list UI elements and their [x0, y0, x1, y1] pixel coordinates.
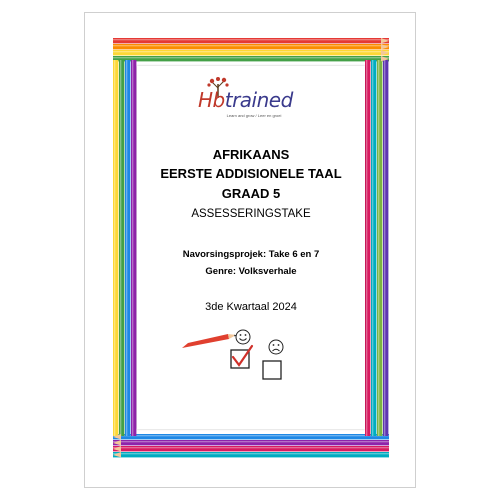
brand-prefix: Hb [198, 88, 225, 112]
pencil-icon [119, 60, 124, 436]
pencil-icon [113, 434, 389, 439]
brand-tagline: Learn and grow / Leer en groei [226, 113, 282, 118]
pencil-icon [371, 60, 376, 436]
pencil-icon [131, 60, 136, 436]
pencil-icon [125, 60, 130, 436]
pencil-icon [113, 44, 389, 49]
pencil-icon [113, 440, 389, 445]
term-line: 3de Kwartaal 2024 [205, 301, 297, 313]
assessment-illustration [180, 326, 310, 386]
level-title: EERSTE ADDISIONELE TAAL [160, 166, 342, 181]
brand-logo [198, 88, 293, 112]
pencil-icon [113, 60, 118, 436]
pencil-icon [113, 452, 389, 457]
pencil-icon [113, 50, 389, 55]
grade-title: GRAAD 5 [221, 186, 281, 201]
pencil-icon [113, 56, 389, 61]
project-line: Navorsingsprojek: Take 6 en 7 [182, 249, 320, 260]
subject-title: AFRIKAANS [212, 147, 290, 162]
pencil-icon [113, 446, 389, 451]
empty-box-icon [263, 361, 281, 379]
pencil-icon [113, 38, 389, 43]
assessment-type: ASSESSERINGSTAKE [191, 208, 311, 220]
genre-line: Genre: Volksverhale [205, 266, 297, 277]
pencil-icon [377, 60, 382, 436]
red-pencil-icon [182, 334, 237, 348]
sad-face-icon [269, 340, 283, 354]
checked-box-icon [231, 346, 252, 368]
pencil-icon [365, 60, 370, 436]
pencil-icon [383, 60, 388, 436]
brand-suffix: trained [224, 88, 293, 112]
smiley-face-icon [236, 330, 250, 344]
